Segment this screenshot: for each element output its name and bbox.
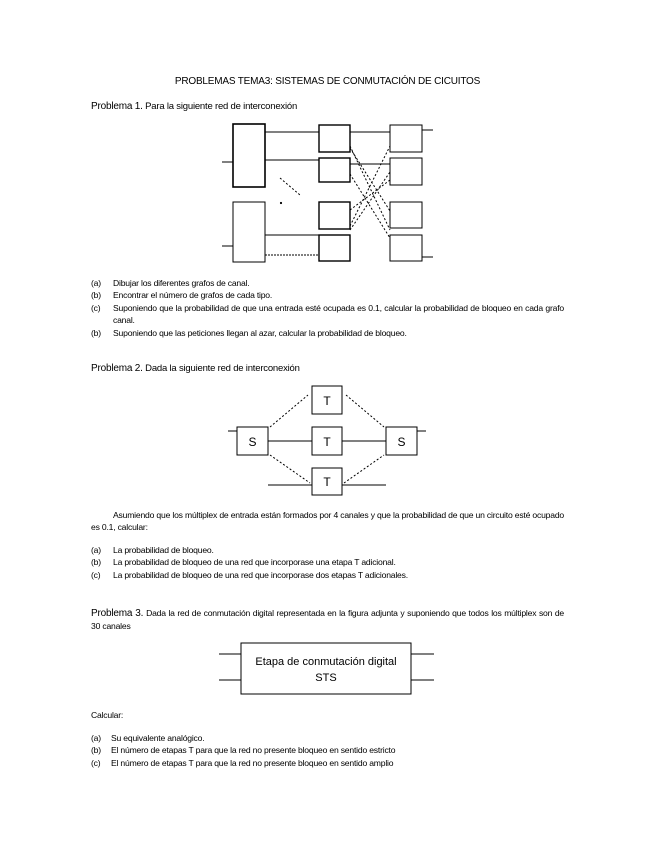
page-title: PROBLEMAS TEMA3: SISTEMAS DE CONMUTACIÓN DE CICUITOS <box>174 76 481 87</box>
middle-block-2 <box>319 158 350 182</box>
middle-block-1 <box>319 125 350 152</box>
switch-box-subtitle: STS <box>315 672 337 684</box>
problem2-heading <box>91 363 300 374</box>
list-item: (c) Suponiendo que la probabilidad de que una entrada esté ocupada es 0.1, calcular la probabilidad de bloqueo en cada grafo canal. <box>91 302 564 326</box>
last-block-4 <box>390 235 422 261</box>
problem1-label: Problema 1. <box>91 101 143 112</box>
problem3-questions <box>91 732 564 769</box>
problem1-questions <box>91 277 564 339</box>
first-stage-block-top <box>233 124 265 187</box>
middle-block-3 <box>319 202 350 229</box>
list-item: (a) Su equivalente analógico. <box>91 733 205 743</box>
problem1-heading <box>91 101 297 112</box>
problem1-intro: Para la siguiente red de interconexión <box>145 101 298 112</box>
problem3-heading <box>91 607 564 633</box>
list-item: (a) Dibujar los diferentes grafos de canal. <box>91 278 250 288</box>
middle-block-4 <box>319 235 350 261</box>
list-item: (b) Encontrar el número de grafos de cada tipo. <box>91 290 273 301</box>
calc-label: Calcular: <box>91 710 124 720</box>
list-item: (b) El número de etapas T para que la red no presente bloqueo en sentido estricto <box>91 745 396 756</box>
list-item: (c) El número de etapas T para que la red no presente bloqueo en sentido amplio <box>91 757 394 768</box>
problem2-intro: Dada la siguiente red de interconexión <box>145 363 300 374</box>
t-middle-label: T <box>323 435 331 449</box>
sts-network-diagram <box>226 383 430 497</box>
last-block-2 <box>390 158 422 185</box>
last-block-3 <box>390 202 422 228</box>
digital-switch-diagram <box>218 642 436 698</box>
switching-stage-box <box>241 643 411 694</box>
first-stage-block-bottom <box>233 202 265 262</box>
problem3-intro: Dada la red de conmutación digital representada en la figura adjunta y suponiendo que todos los múltiplex son de 30 canales <box>91 608 564 631</box>
s-right-label: S <box>397 435 406 449</box>
list-item: (b) La probabilidad de bloqueo de una red que incorporase una etapa T adicional. <box>91 557 396 568</box>
list-item: (c) La probabilidad de bloqueo de una red que incorporase dos etapas T adicionales. <box>91 569 408 580</box>
list-item: (a) La probabilidad de bloqueo. <box>91 545 214 555</box>
problem2-paragraph: Asumiendo que los múltiplex de entrada están formados por 4 canales y que la probabilidad de que un circuito esté ocupado es 0.1, calcular: <box>91 510 564 533</box>
s-left-label: S <box>248 435 257 449</box>
t-top-label: T <box>323 394 331 408</box>
problem2-questions <box>91 544 564 581</box>
t-bottom-label: T <box>323 475 331 489</box>
interconnection-network-diagram <box>210 118 450 268</box>
problem3-label: Problema 3. <box>91 608 144 619</box>
list-item: (b) Suponiendo que las peticiones llegan al azar, calcular la probabilidad de bloqueo. <box>91 327 407 338</box>
switch-box-title: Etapa de conmutación digital <box>255 656 397 668</box>
last-block-1 <box>390 125 422 152</box>
problem2-label: Problema 2. <box>91 363 143 374</box>
